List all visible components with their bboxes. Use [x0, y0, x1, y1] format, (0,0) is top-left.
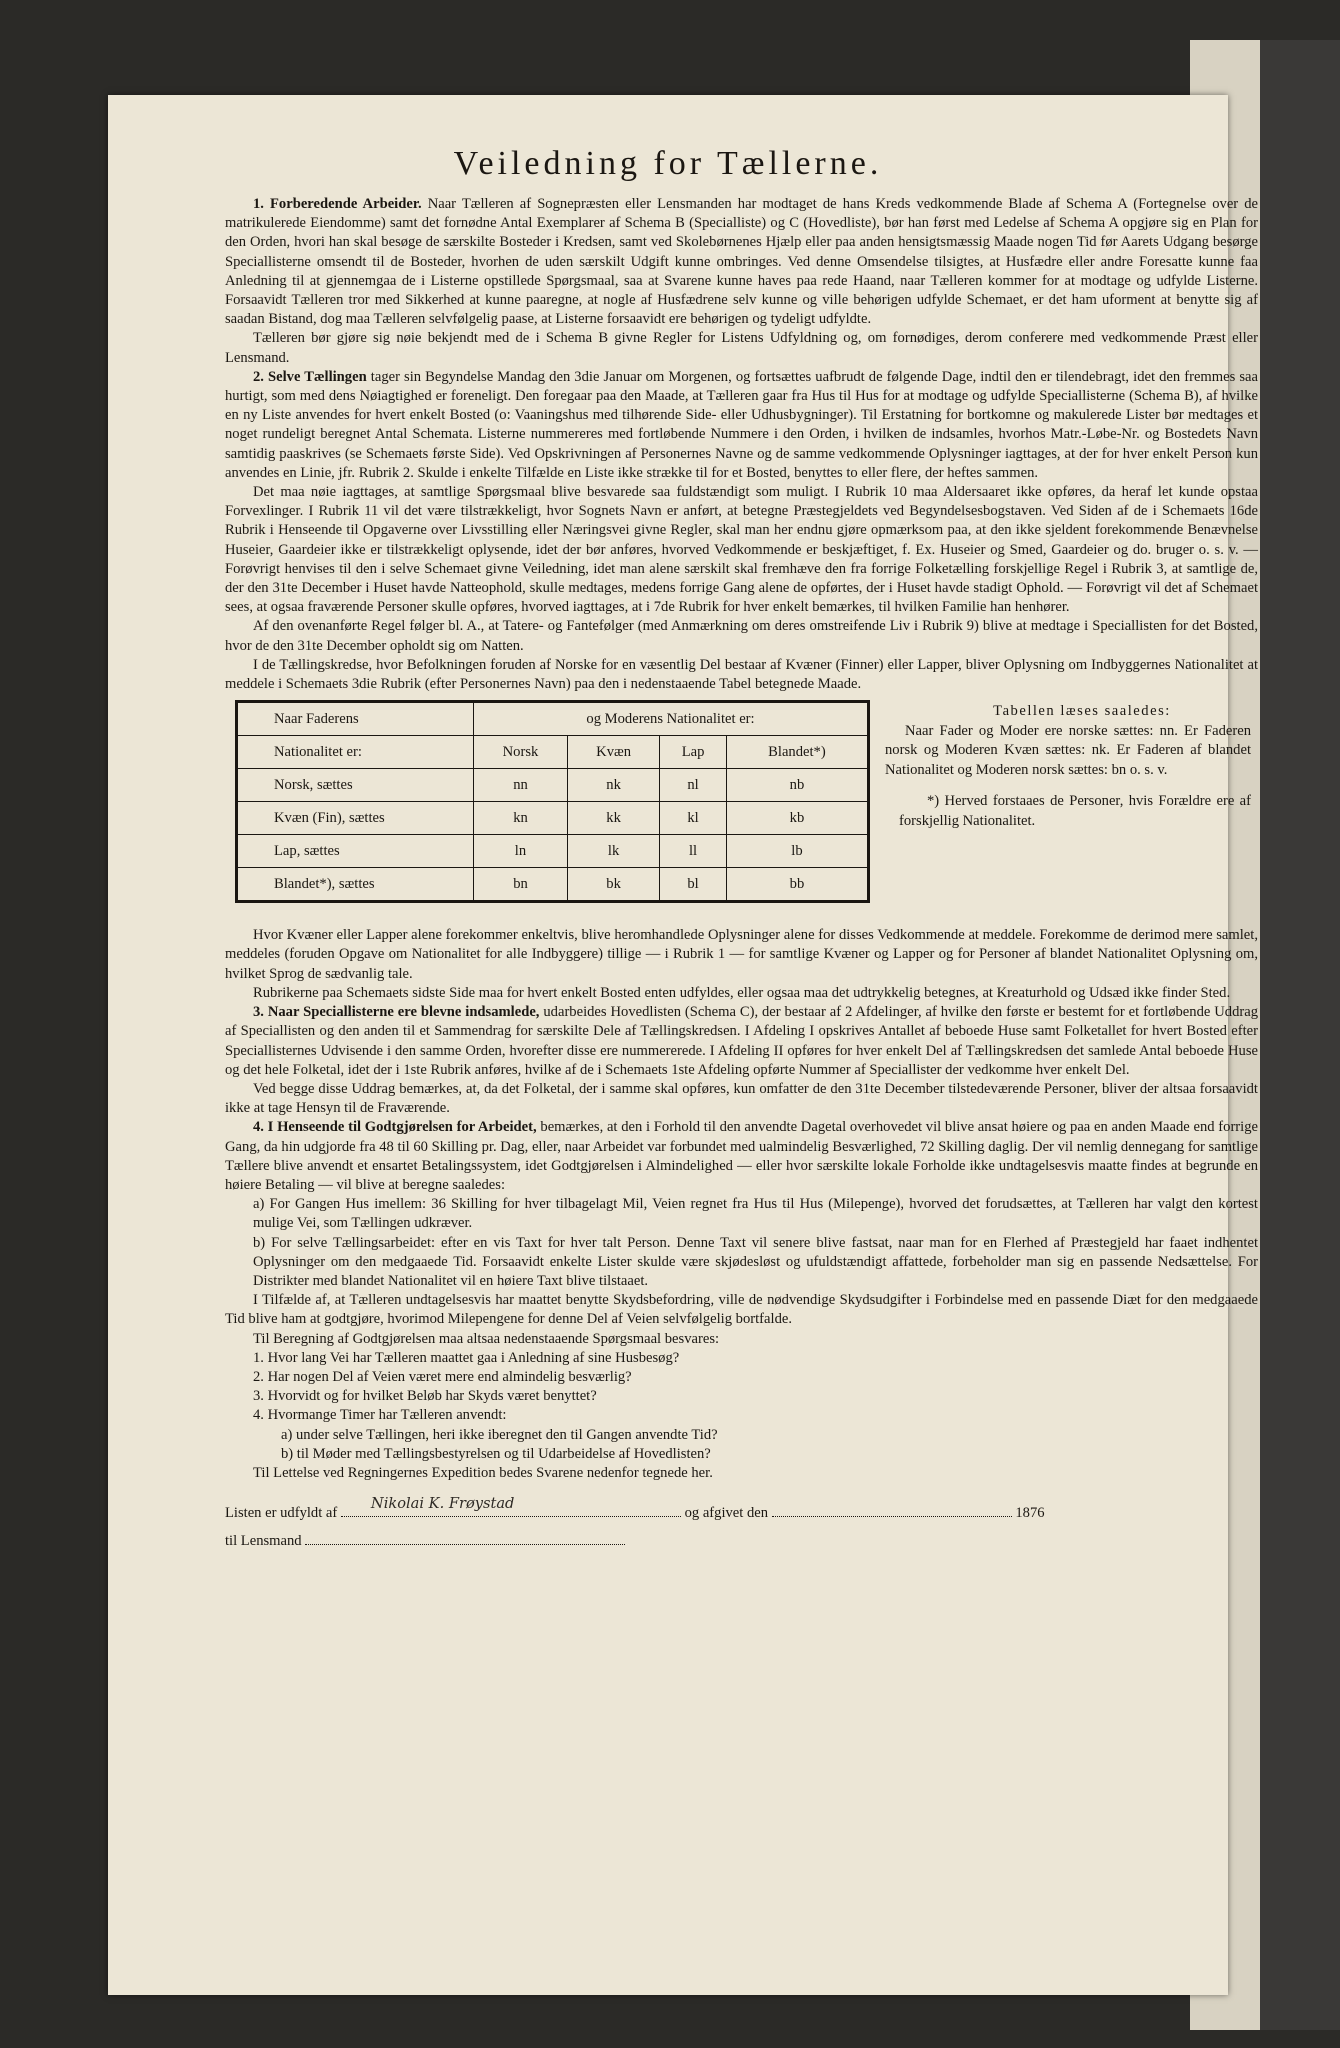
- section-2-paragraph-1: [225, 368, 1258, 483]
- table-cell: ln: [474, 835, 568, 868]
- section-2-heading: 2. Selve Tællingen: [253, 368, 367, 385]
- section-3-heading: 3. Naar Speciallisterne ere blevne indsamlede,: [253, 1004, 540, 1021]
- question-4a: a) under selve Tællingen, heri ikke iberegnet den til Gangen anvendte Tid?: [281, 1426, 718, 1443]
- section-2-paragraph-2: Det maa nøie iagttages, at samtlige Spørgsmaal blive besvarede saa fuldstændigt som muligt. I Rubrik 10 maa Aldersaaret ikke opføres, da heraf let kunde opstaa Forvexlinger. I Rubrik 11 vil det være tilstrækkeligt, hvor Sognets Navn er anført, at betegne Præstegjeldets ved Begyndelsesbogstaven. Ved Siden af de i Schemaets 16de Rubrik i Henseende til Opgaverne over Livsstilling eller Næringsvei givne Regler, skal man her endnu gjøre opmærksom paa, at den ikke sjeldent forekommende Benævnelse Huseier, Gaardeier ikke er tilstrækkeligt oplysende, idet der bør anføres, hvorved Vedkommende er beskjæftiget, f. Ex. Huseier og Smed, Gaardeier og do. bruger o. s. v. — Forøvrigt henvises til den i selve Schemaet givne Veiledning, idet man alene særskilt skal fremhæve den fra forrige Folketælling forskjellige Regel i Rubrik 3, at samtlige de, der den 31te December i Huset havde Natteophold, skulle medtages, medens forrige Gang alene de opførtes, der i Huset havde stadigt Ophold. — Forøvrigt vil det af Schemaet sees, at ogsaa fraværende Personer skulle opføres, hvorved iagttages, at i 7de Rubrik for hver enkelt bemærkes, til hvilken Familie han henhører.: [225, 484, 1258, 616]
- table-row: [237, 868, 869, 902]
- col-header: Blandet*): [726, 736, 868, 769]
- table-cell: nb: [726, 769, 868, 802]
- table-cell: kk: [567, 802, 659, 835]
- year: 1876: [1015, 1505, 1045, 1522]
- section-4-item-a: a) For Gangen Hus imellem: 36 Skilling for hver tilbagelagt Mil, Veien regnet fra Hus til Hus (Milepenge), hvorved det forudsættes, at Tælleren har valgt den kortest mulige Vei, som Tællingen udkræver.: [253, 1196, 1258, 1232]
- filled-by-label: Listen er udfyldt af: [225, 1505, 338, 1522]
- table-cell: kn: [474, 802, 568, 835]
- table-note-title: Tabellen læses saaledes:: [993, 703, 1171, 720]
- lensmand-field[interactable]: [305, 1530, 625, 1545]
- section-1-text: Naar Tælleren af Sognepræsten eller Lensmanden har modtaget de hans Kreds vedkommende Blade af Schema A (Fortegnelse over de matrikulerede Eiendomme) samt det fornødne Antal Exemplarer af Schema B (Specialliste) og C (Hovedliste), bør han først med Ledelse af Schema A opgjøre sig en Plan for den Orden, hvori han skal besøge de særskilte Bosteder i Kredsen, samt ved Skolebørnenes Hjælp eller paa anden hensigtsmæssig Maade nogen Tid før Aarets Udgang besørge Speciallisterne omsendt til de Bosteder, hvorhen de uden særskilt Udgift kunne ombringes. Ved denne Omsendelse tilsigtes, at Husfædre eller andre Foresatte kunne faa Anledning til at gjennemgaa de i Listerne opstillede Spørgsmaal, saa at Svarene kunne haves paa rede Haand, naar Tælleren kommer for at modtage og udfylde Listerne. Forsaavidt Tælleren tror med Sikkerhed at kunne paaregne, at nogle af Husfædrene selv kunne og ville behørigen udfylde Schemaet, er det ham uforment at benytte sig af saadan Bistand, dog maa Tælleren selvfølgelig paase, at Listerne forsaavidt ere behørigen og tydeligt udfyldte.: [225, 196, 1258, 328]
- lensmand-line: [225, 1527, 1258, 1555]
- header-father-1: Naar Faderens: [237, 702, 474, 736]
- section-1-heading: 1. Forberedende Arbeider.: [253, 196, 422, 212]
- after-table-paragraph-2: Rubrikerne paa Schemaets sidste Side maa for hvert enkelt Bosted enten udfyldes, eller ogsaa maa det udtrykkelig betegnes, at Kreaturhold og Udsæd ikke finder Sted.: [253, 984, 1231, 1001]
- col-header: Kvæn: [567, 736, 659, 769]
- row-label: Norsk, sættes: [237, 769, 474, 802]
- table-row: [237, 802, 869, 835]
- section-1-paragraph-1: [225, 195, 1258, 329]
- document-body: [225, 195, 1258, 1555]
- table-explanation: [885, 702, 1251, 831]
- section-4-paragraph-2: I Tilfælde af, at Tælleren undtagelsesvis har maattet benytte Skydsbefordring, ville de nødvendige Skydsudgifter i Forbindelse med en passende Diæt for den medgaaede Tid blive ham at godtgjøre, hvorimod Milepengene for denne Del af Veien selvfølgelig bortfalde.: [225, 1292, 1258, 1328]
- table-cell: nk: [567, 769, 659, 802]
- row-label: Kvæn (Fin), sættes: [237, 802, 474, 835]
- table-cell: bb: [726, 868, 868, 902]
- nationality-table-area: [225, 700, 1258, 920]
- table-cell: nn: [474, 769, 568, 802]
- question-2: 2. Har nogen Del af Veien været mere end almindelig besværlig?: [253, 1368, 632, 1385]
- signature-block: [225, 1495, 1258, 1555]
- table-cell: kb: [726, 802, 868, 835]
- section-3-text: udarbeides Hovedlisten (Schema C), der bestaar af 2 Afdelinger, af hvilke den første er bestemt for et fortløbende Uddrag af Speciallisten og den anden til et Sammendrag for særskilte Dele af Tællingskredsen. I Afdeling I opskrives Antallet af beboede Huse samt Folketallet for hvert Bosted efter Speciallisternes Udvisende i den samme Orden, hvorefter disse ere nummererede. I Afdeling II opføres for hver enkelt Del af Tællingskredsen det samlede Antal beboede Huse og det hele Folketal, idet der i 1ste Rubrik anføres, hvilke af de i Schemaets 1ste Afdeling opførte Nummer af Speciallister der vedkomme hver enkelt Del.: [225, 1004, 1259, 1078]
- question-list: [225, 1349, 1258, 1464]
- date-field[interactable]: [772, 1502, 1012, 1517]
- question-1: 1. Hvor lang Vei har Tælleren maattet gaa i Anledning af sine Husbesøg?: [253, 1349, 680, 1366]
- section-4-paragraph-3: Til Beregning af Godtgjørelsen maa altsaa nedenstaaende Spørgsmaal besvares:: [253, 1330, 720, 1347]
- row-label: Blandet*), sættes: [237, 868, 474, 902]
- row-label: Lap, sættes: [237, 835, 474, 868]
- table-cell: bk: [567, 868, 659, 902]
- filled-by-field[interactable]: [341, 1495, 681, 1517]
- section-4-item-b: b) For selve Tællingsarbeidet: efter en vis Taxt for hver talt Person. Denne Taxt vil senere blive fastsat, naar man for en Flerhed af Præstegjeld har faaet indhentet Oplysninger om den medgaaede Tid. Forsaavidt enkelte Lister skulde være skjødesløst og ufuldstændigt affattede, forbeholder man sig en passende Nedsættelse. For Distrikter med blandet Nationalitet vil en høiere Taxt blive tilstaaet.: [253, 1234, 1258, 1289]
- table-cell: nl: [660, 769, 727, 802]
- table-note-body: Naar Fader og Moder ere norske sættes: nn. Er Faderen norsk og Moderen Kvæn sættes: nk. Er Faderen af blandet Nationalitet og Moderen norsk sættes: bn o. s. v.: [885, 722, 1251, 778]
- document-page: [108, 95, 1259, 1995]
- table-cell: lk: [567, 835, 659, 868]
- table-cell: kl: [660, 802, 727, 835]
- table-cell: ll: [660, 835, 727, 868]
- question-4: 4. Hvormange Timer har Tælleren anvendt:: [253, 1407, 507, 1424]
- table-cell: bl: [660, 868, 727, 902]
- handwritten-signature: Nikolai K. Frøystad: [370, 1495, 515, 1513]
- section-4-heading: 4. I Henseende til Godtgjørelsen for Arbeidet,: [253, 1119, 537, 1136]
- question-3: 3. Hvorvidt og for hvilket Beløb har Skyds været benyttet?: [253, 1388, 597, 1405]
- background-strip: [1260, 40, 1340, 2030]
- section-3-paragraph-2: Ved begge disse Uddrag bemærkes, at, da det Folketal, der i samme skal opføres, kun omfatter de den 31te December tilstedeværende Personer, bliver der altsaa forsaavidt ikke at tage Hensyn til de Fraværende.: [225, 1080, 1258, 1117]
- table-cell: lb: [726, 835, 868, 868]
- table-row: [237, 835, 869, 868]
- filled-by-line: [225, 1495, 1258, 1527]
- table-row: [237, 769, 869, 802]
- question-4b: b) til Møder med Tællingsbestyrelsen og til Udarbeidelse af Hovedlisten?: [281, 1445, 711, 1462]
- section-1-paragraph-2: Tælleren bør gjøre sig nøie bekjendt med de i Schema B givne Regler for Listens Udfyldning og, om fornødiges, derom conferere med vedkommende Præst eller Lensmand.: [225, 330, 1258, 366]
- section-3-paragraph-1: [225, 1003, 1258, 1080]
- nationality-table: [235, 700, 870, 903]
- section-4-text: bemærkes, at den i Forhold til den anvendte Dagetal overhovedet vil blive ansat høiere og paa en anden Maade end forrige Gang, da hin udgjorde fra 48 til 60 Skilling pr. Dag, eller, naar Arbeidet var forbundet med ualmindelig Besværlighed, 72 Skilling daglig. Der vil nemlig dennegang for samtlige Tællere blive anvendt et ensartet Betalingssystem, idet Godtgjørelsen i Almindelighed — eller hvor særskilte lokale Forholde ikke undtagelsesvis maatte findes at begrunde en høiere Betaling — vil blive at beregne saaledes:: [225, 1119, 1258, 1193]
- col-header: Norsk: [474, 736, 568, 769]
- section-2-paragraph-3: Af den ovenanførte Regel følger bl. A., at Tatere- og Fantefølger (med Anmærkning om deres omstreifende Liv i Rubrik 9) blive at medtage i Speciallisten for det Bosted, hvor de den 31te December opholdt sig om Natten.: [225, 618, 1258, 654]
- submitted-label: og afgivet den: [684, 1505, 769, 1522]
- table-cell: bn: [474, 868, 568, 902]
- header-father-2: Nationalitet er:: [237, 736, 474, 769]
- after-table-paragraph-1: Hvor Kvæner eller Lapper alene forekommer enkeltvis, blive heromhandlede Oplysninger alene for disses Vedkommende at meddele. Forekomme de derimod mere samlet, meddeles (foruden Opgave om Nationalitet for alle Indbyggere) tillige — i Rubrik 1 — for samtlige Kvæner og Lapper og for Personer af blandet Nationalitet Oplysning om, hvilket Sprog de sædvanlig tale.: [225, 927, 1258, 982]
- page-title: Veiledning for Tællerne.: [453, 145, 883, 182]
- section-2-paragraph-4: I de Tællingskredse, hvor Befolkningen foruden af Norske for en væsentlig Del bestaar af Kvæner (Finner) eller Lapper, bliver Oplysning om Indbyggernes Nationalitet at meddele i Schemaets 3die Rubrik (efter Personernes Navn) paa den i nedenstaaende Tabel betegnede Maade.: [225, 656, 1258, 693]
- lensmand-label: til Lensmand: [225, 1533, 302, 1550]
- col-header: Lap: [660, 736, 727, 769]
- header-mother: og Moderens Nationalitet er:: [474, 702, 869, 736]
- section-4-paragraph-1: [225, 1118, 1258, 1195]
- table-footnote: *) Herved forstaaes de Personer, hvis Forældre ere af forskjellig Nationalitet.: [899, 793, 1251, 829]
- section-4-paragraph-4: Til Lettelse ved Regningernes Expedition bedes Svarene nedenfor tegnede her.: [253, 1464, 713, 1481]
- section-2-text: tager sin Begyndelse Mandag den 3die Januar om Morgenen, og fortsættes uafbrudt de følgende Dage, indtil den er tilendebragt, idet den fremmes saa hurtigt, som med dens Nøiagtighed er foreneligt. Den foregaar paa den Maade, at Tælleren gaar fra Hus til Hus for at modtage og udfylde Speciallisterne (Schema B), af hvilke en ny Liste anvendes for hvert enkelt Bosted (o: Vaaningshus med tilhørende Side- eller Udhusbygninger). Til Erstatning for bortkomne og makulerede Lister bør medtages et noget rundeligt beregnet Antal Schemata. Listerne nummereres med fortløbende Nummere i den Orden, i hvilken de indsamles, hvorhos Matr.-Løbe-Nr. og Bostedets Navn samtidig paaskrives (se Schemaets første Side). Ved Opskrivningen af Personernes Navne og de samme vedkommende Oplysninger iagttages, at der for hver enkelt Person kun anvendes en Linie, jfr. Rubrik 2. Skulde i enkelte Tilfælde en Liste ikke strække til for et Bosted, benyttes to eller flere, der heftes sammen.: [225, 368, 1258, 481]
